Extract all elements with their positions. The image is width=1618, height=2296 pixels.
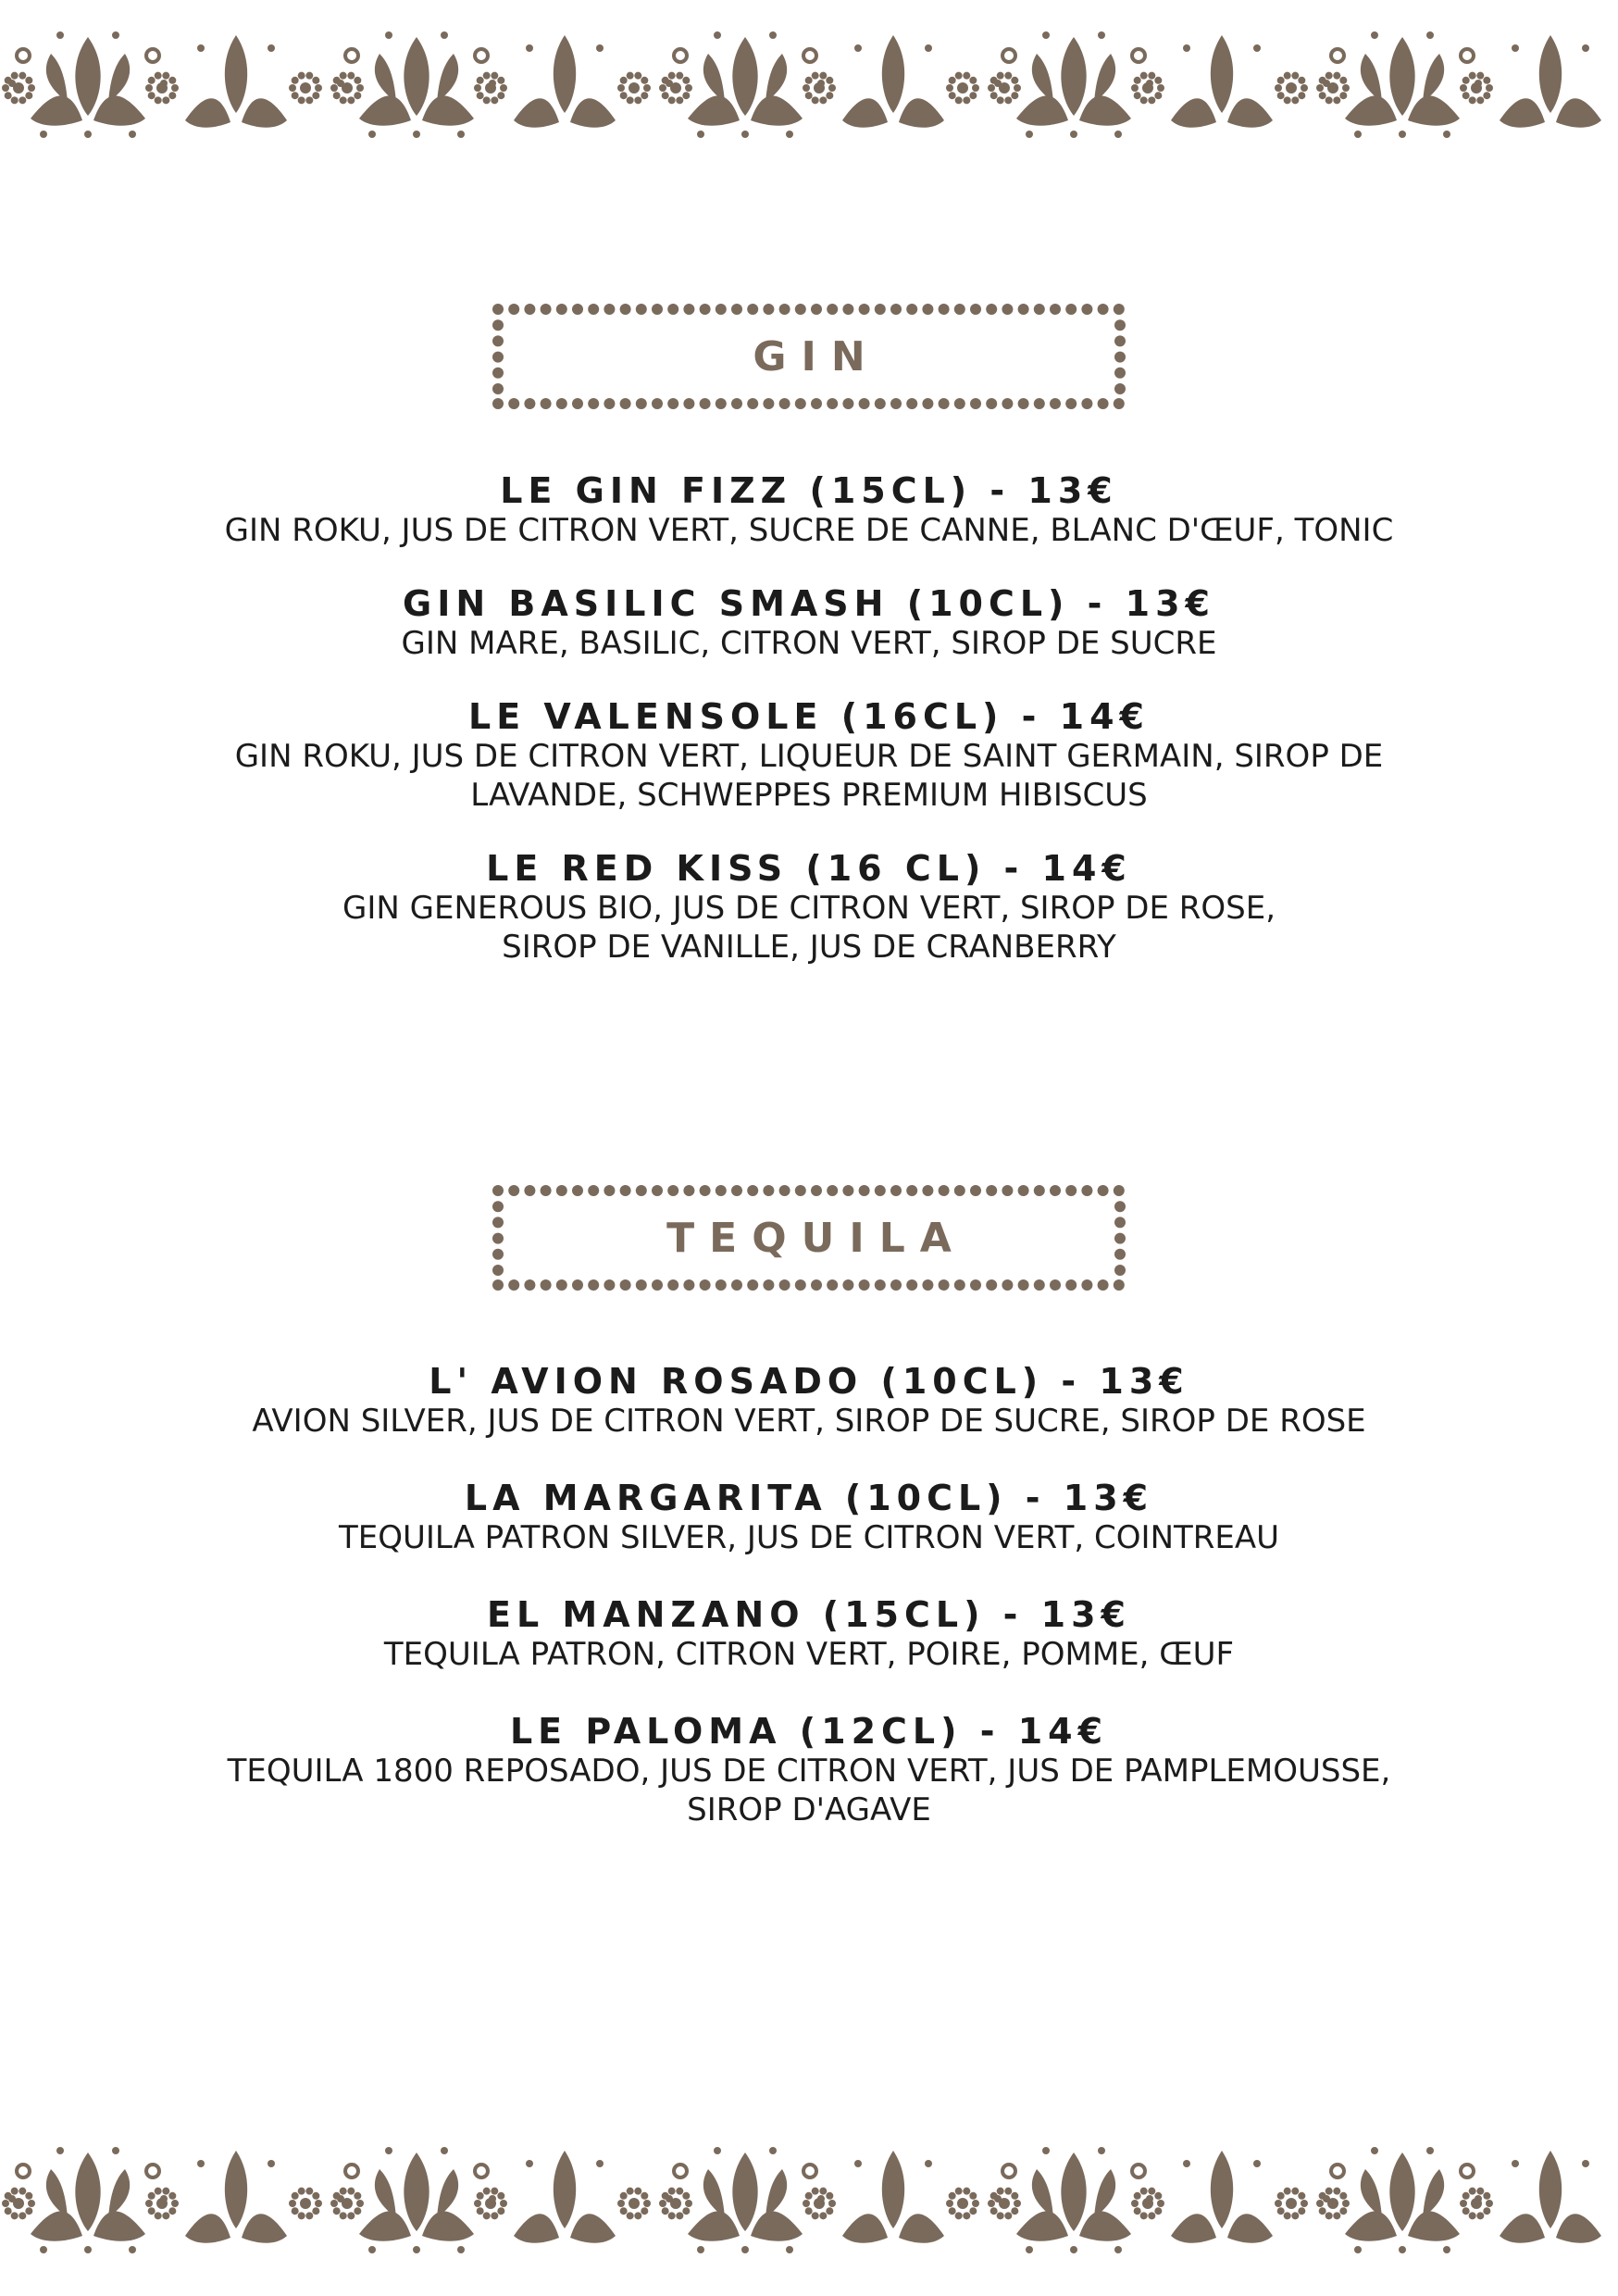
item-description: AVION SILVER, JUS DE CITRON VERT, SIROP DE SUCRE, SIROP DE ROSE [252, 1403, 1366, 1440]
menu-item [0, 583, 1618, 663]
menu-item [0, 848, 1618, 967]
item-name: LE PALOMA (12CL) - 14€ [509, 1711, 1109, 1752]
menu-item [0, 470, 1618, 550]
menu-item [0, 1478, 1618, 1557]
item-name: L' AVION ROSADO (10CL) - 13€ [429, 1361, 1189, 1402]
menu-item [0, 696, 1618, 815]
tequila-section [0, 1178, 1618, 1866]
floral-border-top [0, 28, 1618, 148]
item-description: GIN ROKU, JUS DE CITRON VERT, LIQUEUR DE SAINT GERMAIN, SIROP DE LAVANDE, SCHWEPPES PREMIUM HIBISCUS [234, 738, 1384, 814]
tequila-items [0, 1361, 1618, 1829]
tequila-title-frame [485, 1178, 1133, 1298]
menu-item [0, 1594, 1618, 1674]
item-name: LE VALENSOLE (16CL) - 14€ [468, 696, 1150, 737]
floral-border-bottom [0, 2143, 1618, 2264]
item-description: TEQUILA PATRON, CITRON VERT, POIRE, POMME, ŒUF [383, 1636, 1235, 1673]
gin-items [0, 470, 1618, 967]
item-name: LA MARGARITA (10CL) - 13€ [464, 1478, 1154, 1518]
item-description: GIN GENEROUS BIO, JUS DE CITRON VERT, SIROP DE ROSE, SIROP DE VANILLE, JUS DE CRANBERRY [342, 890, 1276, 966]
item-description: TEQUILA PATRON SILVER, JUS DE CITRON VERT, COINTREAU [338, 1519, 1280, 1556]
item-description: GIN MARE, BASILIC, CITRON VERT, SIROP DE SUCRE [401, 625, 1217, 662]
gin-title-frame [485, 296, 1133, 417]
item-description: TEQUILA 1800 REPOSADO, JUS DE CITRON VERT, JUS DE PAMPLEMOUSSE, SIROP D'AGAVE [227, 1753, 1391, 1828]
menu-item [0, 1361, 1618, 1441]
item-description: GIN ROKU, JUS DE CITRON VERT, SUCRE DE CANNE, BLANC D'ŒUF, TONIC [224, 512, 1394, 549]
item-name: GIN BASILIC SMASH (10CL) - 13€ [403, 583, 1215, 624]
tequila-section-title: TEQUILA [666, 1214, 966, 1262]
gin-section-title: GIN [753, 332, 880, 381]
item-name: EL MANZANO (15CL) - 13€ [487, 1594, 1131, 1635]
gin-section [0, 296, 1618, 1000]
item-name: LE GIN FIZZ (15CL) - 13€ [500, 470, 1118, 511]
menu-item [0, 1711, 1618, 1829]
item-name: LE RED KISS (16 CL) - 14€ [486, 848, 1132, 889]
